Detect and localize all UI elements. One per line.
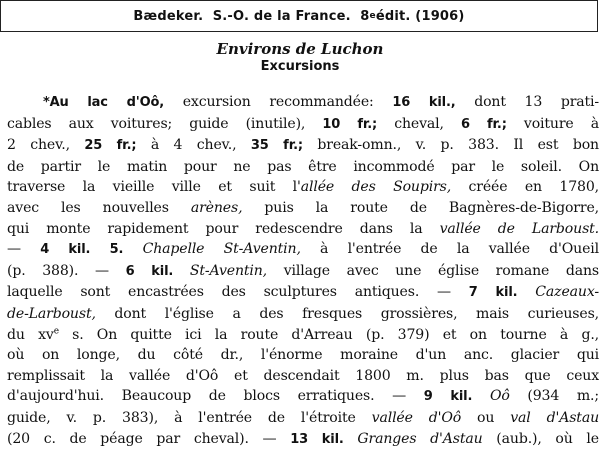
text-line-1	[7, 92, 599, 114]
place-name: val d'Astau	[510, 410, 599, 426]
text-run: créée en 1780,	[451, 179, 599, 195]
place-name: de-Larboust,	[7, 306, 96, 322]
text-run: ou	[461, 410, 510, 426]
distance-label: 13 kil.	[290, 432, 343, 447]
text-line-11	[7, 304, 599, 325]
header-book: Bædeker.	[133, 9, 203, 24]
text-line-15	[7, 386, 599, 408]
price-label: 6 fr.;	[461, 117, 507, 132]
header-edition-number: 8	[360, 9, 369, 24]
place-name: Cazeaux-	[535, 284, 599, 300]
text-line-14	[7, 366, 599, 387]
section-title: Environs de Luchon	[0, 40, 600, 58]
text-run: où on longe, du côté dr., l'énorme moraine d'un anc. glacier qui	[7, 347, 599, 363]
text-run: voiture à	[507, 116, 599, 132]
text-run	[344, 431, 358, 447]
entry-heading: *Au lac d'Oô,	[43, 95, 164, 110]
text-line-16	[7, 408, 599, 429]
distance-label: 7 kil.	[469, 285, 518, 300]
text-line-6	[7, 198, 599, 219]
text-run: traverse la vieille ville et suit l'	[7, 179, 301, 195]
text-run: guide, v. p. 383), à l'entrée de l'étroite	[7, 410, 372, 426]
price-label: 10 fr.;	[322, 117, 377, 132]
place-name: vallée de Larboust.	[440, 221, 599, 237]
text-line-7	[7, 219, 599, 240]
place-name: arènes,	[191, 200, 243, 216]
body-text	[7, 92, 599, 450]
text-run: (934 m.;	[510, 388, 599, 404]
text-line-13	[7, 345, 599, 366]
text-run: cables aux voitures; guide (inutile),	[7, 116, 322, 132]
text-run: remplissait la vallée d'Oô et descendait 1800 m. plus bas que ceux	[7, 368, 599, 384]
section-subtitle: Excursions	[0, 58, 600, 76]
text-line-8	[7, 239, 599, 261]
text-run: (p. 388). —	[7, 263, 126, 279]
place-name: St-Aventin,	[190, 263, 267, 279]
text-run	[472, 388, 490, 404]
text-run: avec les nouvelles	[7, 200, 191, 216]
text-run: cheval,	[377, 116, 461, 132]
text-run: d'aujourd'hui. Beaucoup de blocs erratiques. —	[7, 388, 424, 404]
header-edition-rest: édit. (1906)	[376, 9, 465, 24]
text-run: 2 chev.,	[7, 137, 84, 153]
century-superscript: e	[54, 326, 59, 336]
text-run: dont 13 prati-	[456, 94, 599, 110]
place-name: Oô	[490, 388, 510, 404]
distance-label: 16 kil.,	[392, 95, 455, 110]
text-run: s. On quitte ici la route d'Arreau (p. 379) et on tourne à g.,	[59, 327, 599, 343]
price-label: 35 fr.;	[251, 138, 303, 153]
price-label: 25 fr.;	[84, 138, 136, 153]
text-line-2	[7, 114, 599, 136]
text-run	[173, 263, 190, 279]
text-run: laquelle sont encastrées des sculptures antiques. —	[7, 284, 469, 300]
text-run: puis la route de Bagnères-de-Bigorre,	[242, 200, 599, 216]
text-line-3	[7, 135, 599, 157]
text-run: du	[7, 327, 38, 343]
text-run	[517, 284, 535, 300]
century-numeral: xv	[38, 327, 54, 343]
place-name: Granges d'Astau	[357, 431, 482, 447]
distance-label: 9 kil.	[424, 389, 473, 404]
text-run: village avec une église romane dans	[267, 263, 599, 279]
text-run: (aub.), où le	[483, 431, 599, 447]
text-run: dont l'église a des fresques grossières, mais curieuses,	[96, 306, 599, 322]
text-line-17	[7, 429, 599, 450]
running-header: Bædeker. S.-O. de la France. 8 e édit. (1906)	[0, 0, 598, 32]
place-name: vallée d'Oô	[372, 410, 461, 426]
text-run	[123, 241, 142, 257]
text-run: break-omn., v. p. 383. Il est bon	[303, 137, 599, 153]
text-run: —	[7, 241, 40, 257]
text-run: qui monte rapidement pour redescendre dans la	[7, 221, 440, 237]
text-line-10	[7, 282, 599, 304]
distance-label: 6 kil.	[126, 264, 174, 279]
text-run: de partir le matin pour ne pas être incommodé par le soleil. On	[7, 159, 599, 175]
distance-label: 4 kil. 5.	[40, 242, 123, 257]
text-run: (20 c. de péage par cheval). —	[7, 431, 290, 447]
text-run: excursion recommandée:	[164, 94, 392, 110]
place-name: Chapelle St-Aventin,	[143, 241, 301, 257]
text-line-4	[7, 157, 599, 178]
text-run: à l'entrée de la vallée d'Oueil	[301, 241, 599, 257]
text-line-9	[7, 261, 599, 283]
header-region: S.-O. de la France.	[213, 9, 351, 24]
text-line-12	[7, 325, 599, 346]
text-run: à 4 chev.,	[136, 137, 251, 153]
place-name: allée des Soupirs,	[301, 179, 451, 195]
text-line-5	[7, 177, 599, 198]
